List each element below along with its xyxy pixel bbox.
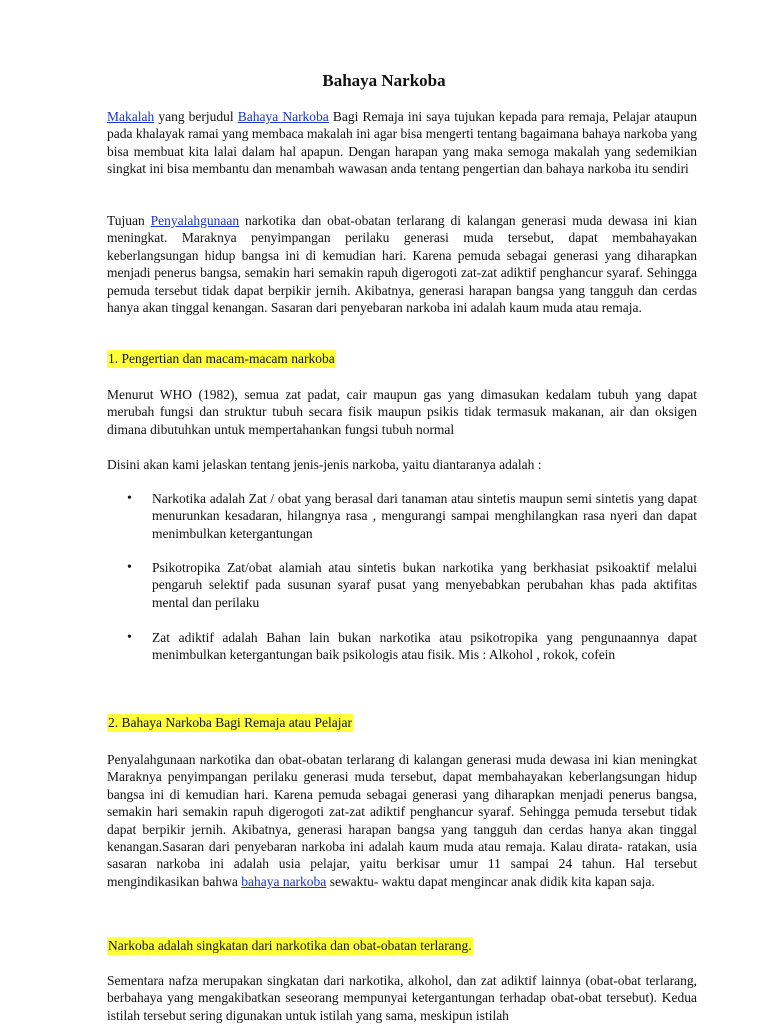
penyalahgunaan-paragraph xyxy=(107,751,697,890)
intro-paragraph xyxy=(107,108,697,178)
bullet-icon: • xyxy=(127,560,132,575)
sementara-paragraph: Sementara nafza merupakan singkatan dari narkotika, alkohol, dan zat adiktif lainnya (obat-obat terlarang, berbahaya yang mengakibatkan seseorang mempunyai ketergantungan terhadap obat-obat tersebut). Kedua istilah tersebut sering digunakan untuk istilah yang sama, meskipun istilah xyxy=(107,973,697,1023)
penyalahgunaan-text-1: Penyalahgunaan narkotika dan obat-obatan terlarang di kalangan generasi muda dewasa ini kian meningkat Maraknya penyimpangan perilaku generasi muda tersebut, dapat membahayakan keberlangsungan hidup bangsa ini di kemudian hari. Karena pemuda sebagai generasi yang diharapkan menjadi penerus bangsa, semakin hari semakin rapuh digerogoti zat-zat adiktif penghancur syaraf. Sehingga pemuda tersebut tidak dapat berpikir jernih. Akibatnya, generasi harapan bangsa yang tangguh dan cerdas hanya akan tinggal kenangan.Sasaran dari penyebaran narkoba ini adalah kaum muda atau remaja. Kalau dirata- ratakan, usia sasaran narkoba ini adalah usia pelajar, yaitu berkisar umur 11 sampai 24 tahun. Hal tersebut mengindikasikan bahwa xyxy=(107,752,697,889)
intro-text-1: yang berjudul xyxy=(154,109,238,124)
bahaya-narkoba-inline-link[interactable]: bahaya narkoba xyxy=(241,873,327,889)
penyalahgunaan-link[interactable]: Penyalahgunaan xyxy=(150,213,240,228)
intro-text-2: Bagi Remaja ini saya tujukan kepada para remaja, Pelajar ataupun pada khalayak ramai yang membaca makalah ini agar bisa mengerti tentang bagaimana bahaya narkoba yang bisa membuat kita lalai dalam hal apapun. Dengan harapan yang maka semoga makalah yang sedemikian singkat ini bisa membantu dan menambah wawasan anda tentang pengertian dan bahaya narkoba itu sendiri xyxy=(107,109,697,177)
who-paragraph: Menurut WHO (1982), semua zat padat, cair maupun gas yang dimasukan kedalam tubuh yang dapat merubah fungsi dan struktur tubuh secara fisik maupun psikis tidak termasuk makanan, air dan oksigen dimana dibutuhkan untuk mempertahankan fungsi tubuh normal xyxy=(107,387,697,437)
penyalahgunaan-text-2: sewaktu- waktu dapat mengincar anak didik kita kapan saja. xyxy=(326,873,655,889)
bullet-icon: • xyxy=(127,491,132,506)
page-title: Bahaya Narkoba xyxy=(322,71,446,90)
section-heading-1: 1. Pengertian dan macam-macam narkoba xyxy=(108,351,335,366)
makalah-link[interactable]: Makalah xyxy=(107,109,155,124)
tujuan-text-1: Tujuan xyxy=(107,213,151,228)
section-heading-3: Narkoba adalah singkatan dari narkotika dan obat-obatan terlarang. xyxy=(108,938,472,953)
list-item xyxy=(107,559,697,611)
list-item-text: Psikotropika Zat/obat alamiah atau sintetis bukan narkotika yang berkhasiat psikoaktif melalui pengaruh selektif pada susunan syaraf pusat yang menyebabkan perubahan khas pada aktifitas mental dan perilaku xyxy=(152,560,697,610)
tujuan-paragraph xyxy=(107,212,697,316)
disini-paragraph: Disini akan kami jelaskan tentang jenis-jenis narkoba, yaitu diantaranya adalah : xyxy=(107,457,542,472)
bullet-icon: • xyxy=(127,630,132,645)
list-item-text: Narkotika adalah Zat / obat yang berasal dari tanaman atau sintetis maupun semi sintetis yang dapat menurunkan kesadaran, hilangnya rasa , mengurangi sampai menghilangkan rasa nyeri dan dapat menimbulkan ketergantungan xyxy=(152,491,697,541)
tujuan-text-2: narkotika dan obat-obatan terlarang di kalangan generasi muda dewasa ini kian meningkat. Maraknya penyimpangan perilaku generasi muda tersebut, dapat membahayakan keberlangsungan hidup bangsa ini di kemudian hari. Karena pemuda sebagai generasi yang diharapkan menjadi penerus bangsa, semakin hari semakin rapuh digerogoti zat-zat adiktif penghancur syaraf. Sehingga pemuda tersebut tidak dapat berpikir jernih. Akibatnya, generasi harapan bangsa yang tangguh dan cerdas hanya akan tinggal kenangan. Sasaran dari penyebaran narkoba ini adalah kaum muda atau remaja. xyxy=(107,213,698,316)
list-item-text: Zat adiktif adalah Bahan lain bukan narkotika atau psikotropika yang pengunaannya dapat menimbulkan ketergantungan baik psikologis atau fisik. Mis : Alkohol , rokok, cofein xyxy=(152,630,697,663)
list-item xyxy=(107,490,697,542)
bahaya-narkoba-link[interactable]: Bahaya Narkoba xyxy=(237,109,329,124)
section-heading-2: 2. Bahaya Narkoba Bagi Remaja atau Pelajar xyxy=(108,715,353,730)
list-item xyxy=(107,629,697,664)
